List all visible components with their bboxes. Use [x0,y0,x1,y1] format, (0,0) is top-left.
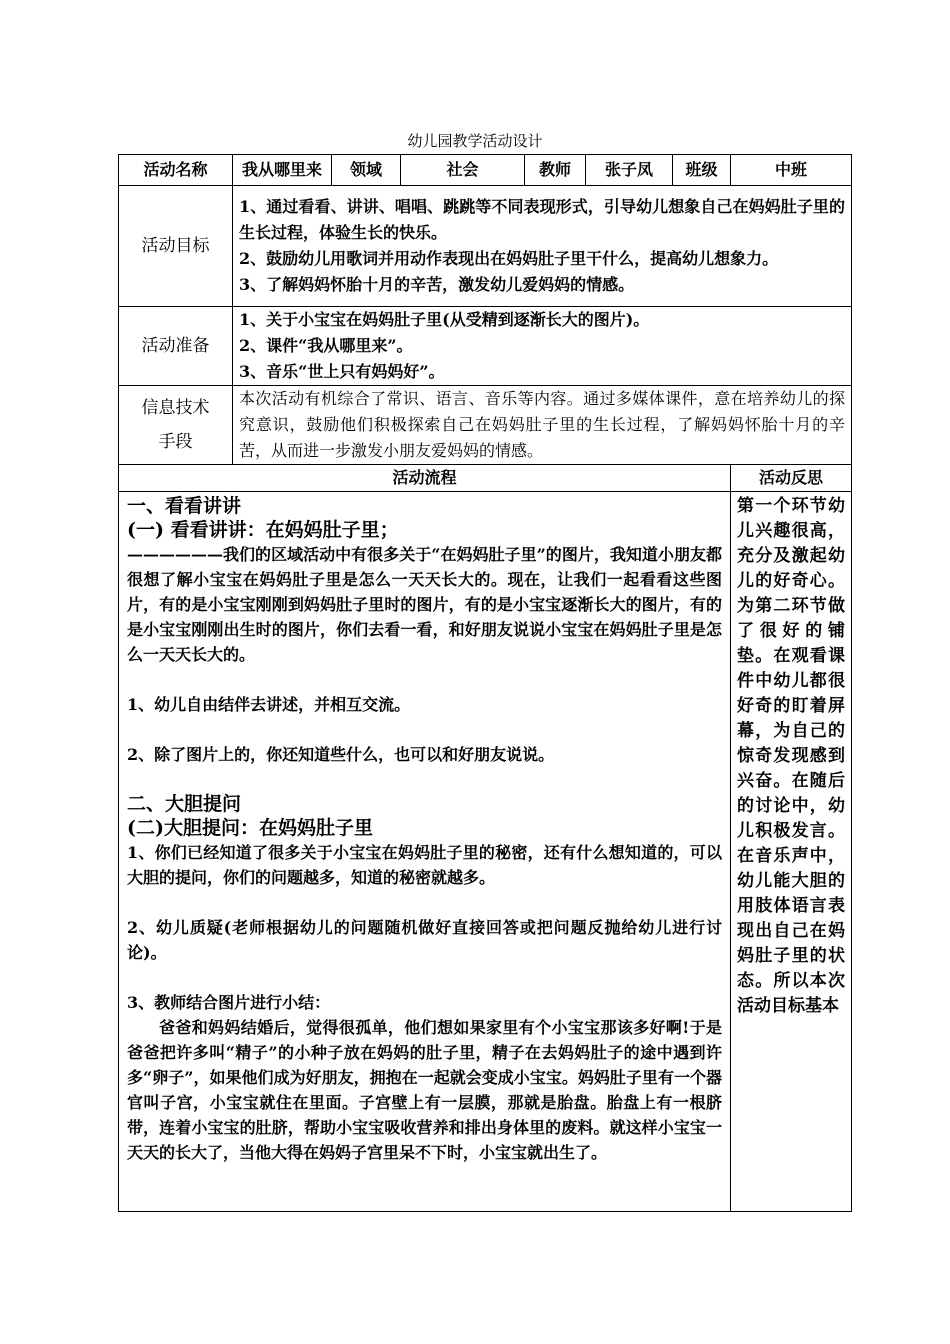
prep-item: 2、课件“我从哪里来”。 [239,336,413,355]
activity-name-value: 我从哪里来 [233,155,332,186]
goals-label: 活动目标 [119,186,233,307]
document-title: 幼儿园教学活动设计 [407,132,543,150]
section-2-point-3: 3、教师结合图片进行小结： [127,993,331,1012]
tech-row [119,386,852,465]
goals-content [233,186,852,307]
field-value: 社会 [401,155,525,186]
goals-row [119,186,852,307]
section-1-intro: ——————我们的区域活动中有很多关于“在妈妈肚子里”的图片，我知道小朋友都很想了解小宝宝在妈妈肚子里是怎么一天天长大的。现在，让我们一起看看这些图片，有的是小宝宝刚刚到妈妈肚子里时的图片，有的是小宝宝逐渐长大的图片，有的是小宝宝刚刚出生时的图片，你们去看一看，和好朋友说说小宝宝在妈妈肚子里是怎么一天天长大的。 [127,545,722,664]
lesson-plan-table [118,154,852,1212]
prep-content [233,307,852,386]
teacher-label: 教师 [525,155,586,186]
teacher-value: 张子凤 [586,155,673,186]
reflection-content: 第一个环节幼儿兴趣很高，充分及激起幼儿的好奇心。为第二环节做了很好的铺垫。在观看课件中幼儿都很好奇的盯着屏幕，为自己的惊奇发现感到兴奋。在随后的讨论中，幼儿积极发言。在音乐声中，幼儿能大胆的用肢体语言表现出自己在妈妈肚子里的状态。所以本次活动目标基本 [731,492,852,1212]
goal-item: 2、鼓励幼儿用歌词并用动作表现出在妈妈肚子里干什么，提高幼儿想象力。 [239,249,779,268]
tech-label-line1: 信息技术 [141,398,210,418]
tech-label [119,386,233,465]
class-label: 班级 [673,155,731,186]
section-1-point-2: 2、除了图片上的，你还知道些什么，也可以和好朋友说说。 [127,745,555,764]
goal-item: 3、了解妈妈怀胎十月的辛苦，激发幼儿爱妈妈的情感。 [239,275,635,294]
tech-content: 本次活动有机综合了常识、语言、音乐等内容。通过多媒体课件，意在培养幼儿的探究意识，鼓励他们积极探索自己在妈妈肚子里的生长过程，了解妈妈怀胎十月的辛苦，从而进一步激发小朋友爱妈妈的情感。 [233,386,852,465]
flow-content [119,492,731,1212]
field-label: 领域 [332,155,401,186]
flow-row [119,492,852,1212]
section-1-subtitle: (一) 看看讲讲：在妈妈肚子里； [127,519,399,541]
section-2-subtitle: (二)大胆提问：在妈妈肚子里 [127,817,373,839]
tech-label-line2: 手段 [158,432,193,452]
section-2-point-2: 2、幼儿质疑(老师根据幼儿的问题随机做好直接回答或把问题反抛给幼儿进行讨论)。 [127,918,722,962]
flow-header-row [119,465,852,492]
section-1-title: 一、看看讲讲 [127,495,242,517]
flow-header: 活动流程 [119,465,731,492]
section-1-point-1: 1、幼儿自由结伴去讲述，并相互交流。 [127,695,411,714]
class-value: 中班 [731,155,852,186]
prep-item: 1、关于小宝宝在妈妈肚子里(从受精到逐渐长大的图片)。 [239,310,650,329]
prep-label: 活动准备 [119,307,233,386]
section-2-story: 爸爸和妈妈结婚后，觉得很孤单，他们想如果家里有个小宝宝那该多好啊!于是爸爸把许多叫“精子”的小种子放在妈妈的肚子里，精子在去妈妈肚子的途中遇到许多“卵子”，如果他们成为好朋友，拥抱在一起就会变成小宝宝。妈妈肚子里有一个器官叫子宫，小宝宝就住在里面。子宫壁上有一层膜，那就是胎盘。胎盘上有一根脐带，连着小宝宝的肚脐，帮助小宝宝吸收营养和排出身体里的废料。就这样小宝宝一天天的长大了，当他大得在妈妈子宫里呆不下时，小宝宝就出生了。 [127,1018,722,1162]
section-2-title: 二、大胆提问 [127,793,242,815]
goal-item: 1、通过看看、讲讲、唱唱、跳跳等不同表现形式，引导幼儿想象自己在妈妈肚子里的生长过程，体验生长的快乐。 [239,197,845,242]
prep-row [119,307,852,386]
section-2-point-1: 1、你们已经知道了很多关于小宝宝在妈妈肚子里的秘密，还有什么想知道的，可以大胆的提问，你们的问题越多，知道的秘密就越多。 [127,843,722,887]
activity-name-label: 活动名称 [119,155,233,186]
prep-item: 3、音乐“世上只有妈妈好”。 [239,362,445,381]
reflection-header: 活动反思 [731,465,852,492]
info-row [119,155,852,186]
